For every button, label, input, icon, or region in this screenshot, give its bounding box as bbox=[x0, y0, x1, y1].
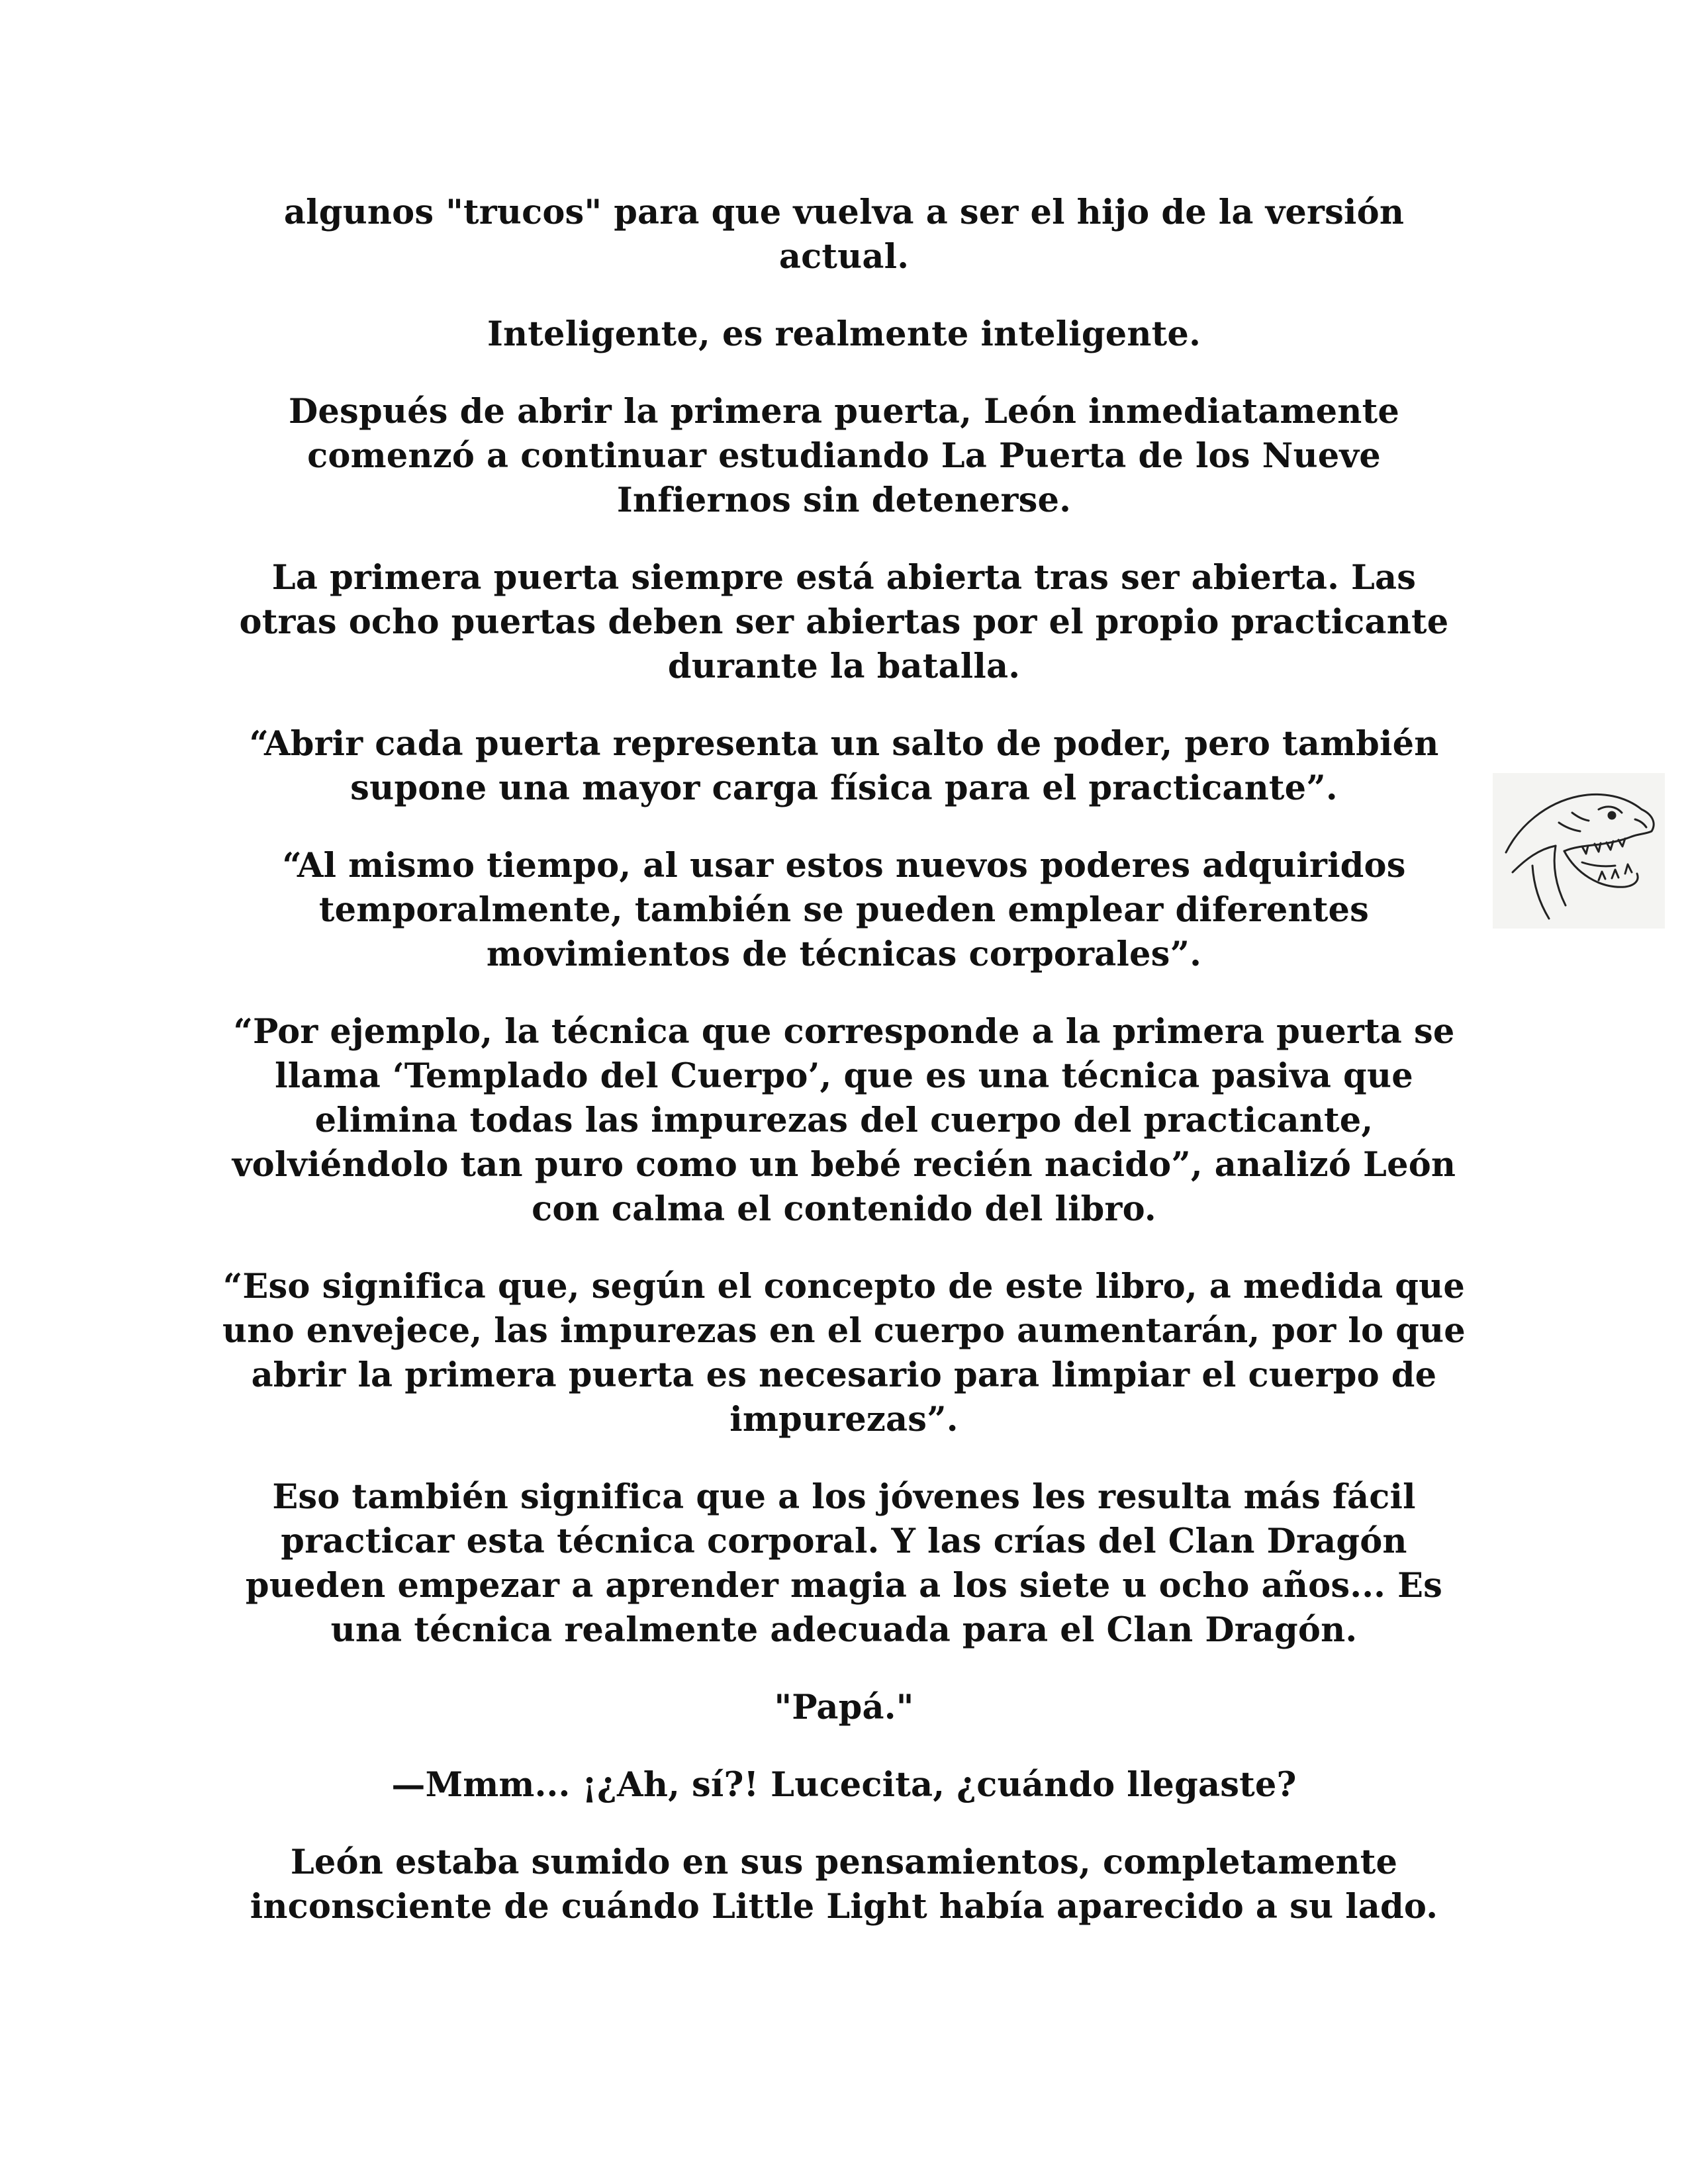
paragraph: “Eso significa que, según el concepto de este libro, a medida que uno envejece, las impurezas en el cuerpo aumentarán, por lo que abrir la primera puerta es necesario para limpiar el cuerpo de impurezas”. bbox=[222, 1267, 1466, 1439]
paragraph: León estaba sumido en sus pensamientos, completamente inconsciente de cuándo Little Light había aparecido a su lado. bbox=[250, 1843, 1438, 1927]
paragraph: “Por ejemplo, la técnica que corresponde a la primera puerta se llama ‘Templado del Cuerpo’, que es una técnica pasiva que elimina todas las impurezas del cuerpo del practicante, volviéndolo tan puro como un bebé recién nacido”, analizó León con calma el contenido del libro. bbox=[232, 1012, 1456, 1229]
paragraph: “Al mismo tiempo, al usar estos nuevos poderes adquiridos temporalmente, también se pueden emplear diferentes movimientos de técnicas corporales”. bbox=[282, 846, 1406, 974]
dinosaur-head-sketch-icon bbox=[1493, 773, 1665, 929]
paragraph: Eso también significa que a los jóvenes les resulta más fácil practicar esta técnica corporal. Y las crías del Clan Dragón pueden empezar a aprender magia a los siete u ocho años... Es una técnica realmente adecuada para el Clan Dragón. bbox=[245, 1477, 1443, 1650]
chapter-text bbox=[218, 191, 1470, 1962]
paragraph: “Abrir cada puerta representa un salto de poder, pero también supone una mayor carga física para el practicante”. bbox=[249, 724, 1439, 808]
paragraph: algunos "trucos" para que vuelva a ser el hijo de la versión actual. bbox=[283, 193, 1405, 277]
paragraph: Inteligente, es realmente inteligente. bbox=[487, 314, 1201, 354]
paragraph: Después de abrir la primera puerta, León inmediatamente comenzó a continuar estudiando La Puerta de los Nueve Infiernos sin detenerse. bbox=[288, 392, 1399, 520]
paragraph: "Papá." bbox=[774, 1688, 914, 1727]
paragraph: —Mmm... ¡¿Ah, sí?! Lucecita, ¿cuándo llegaste? bbox=[391, 1765, 1297, 1805]
paragraph: La primera puerta siempre está abierta tras ser abierta. Las otras ocho puertas deben ser abiertas por el propio practicante durante la batalla. bbox=[239, 558, 1449, 686]
